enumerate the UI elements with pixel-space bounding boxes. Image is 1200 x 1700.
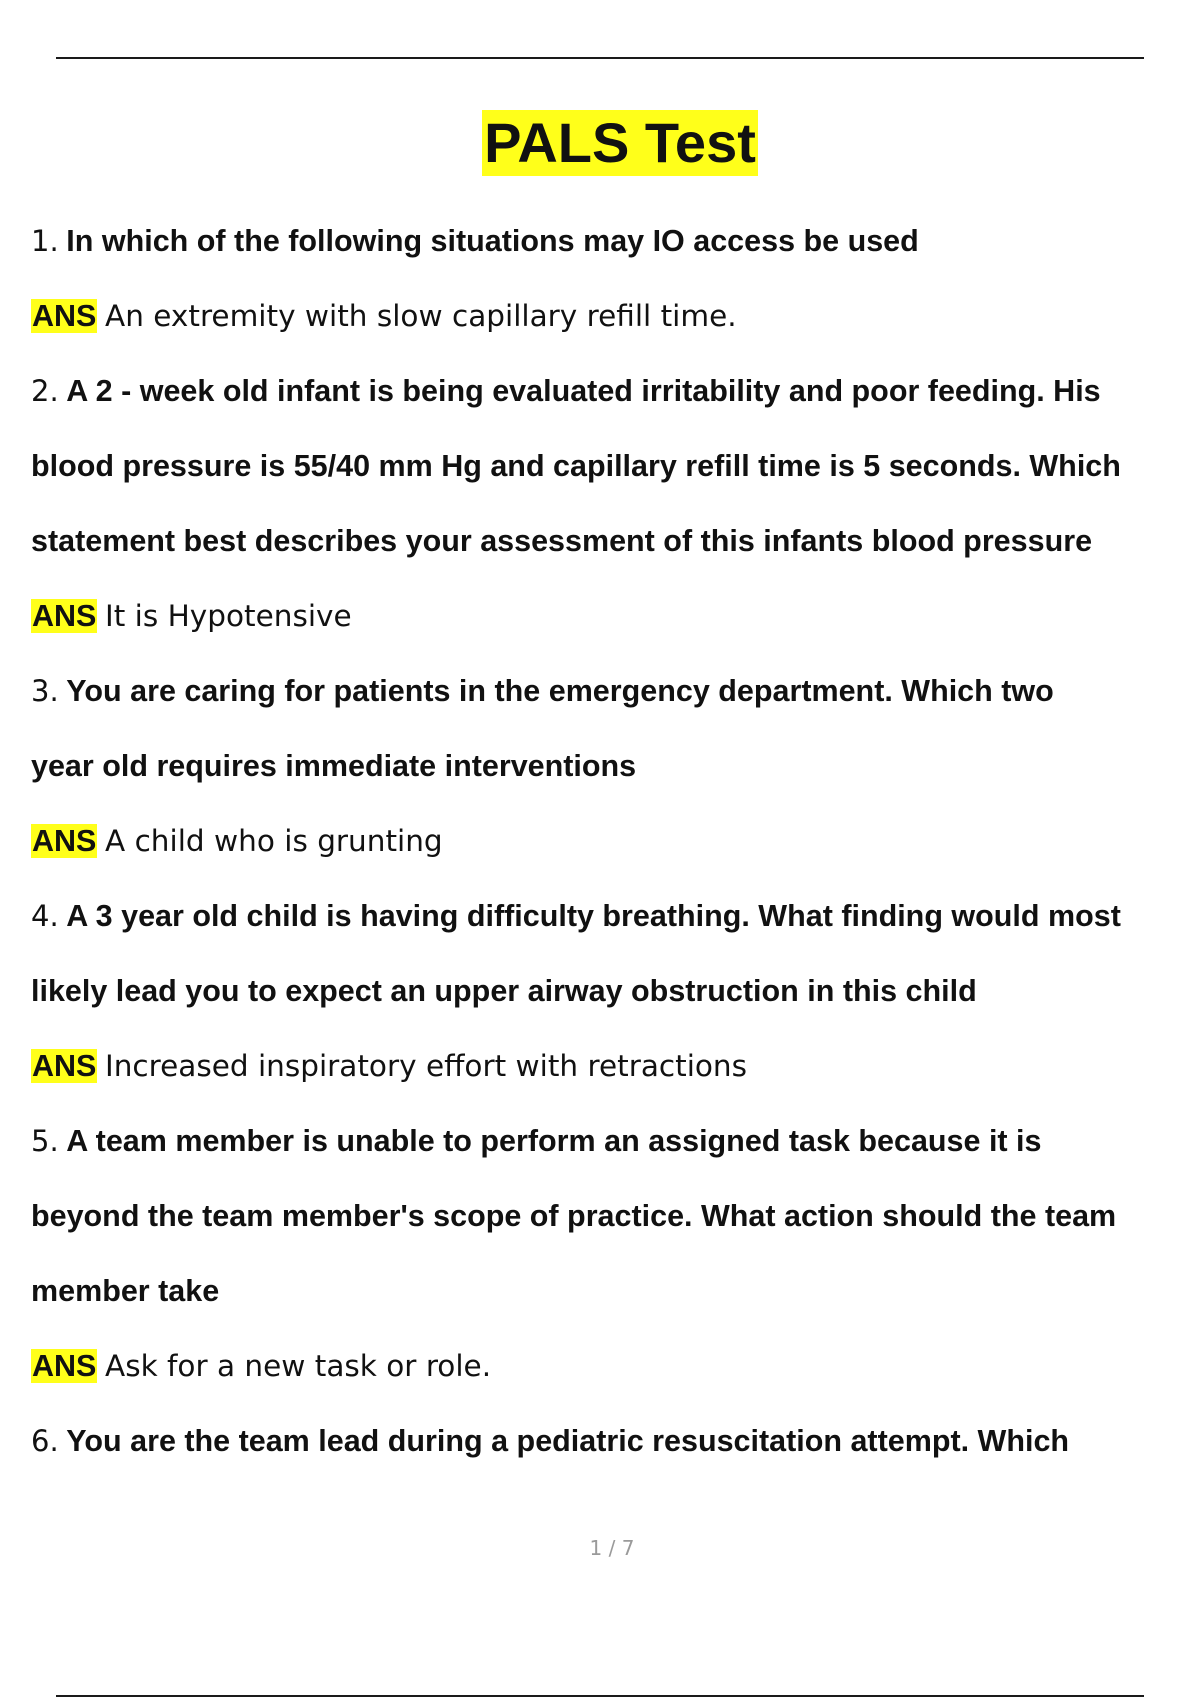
page-number: 1 / 7 <box>589 1536 635 1560</box>
question-number: 5. <box>31 1124 59 1158</box>
question-text: You are the team lead during a pediatric resuscitation attempt. Which <box>66 1424 1070 1458</box>
top-rule <box>56 57 1144 59</box>
ans-label: ANS <box>32 824 97 858</box>
page-title: PALS Test <box>484 111 756 174</box>
question-text: statement best describes your assessment of this infants blood pressure <box>31 524 1093 558</box>
question-2-line-3 <box>31 504 1181 579</box>
question-2 <box>31 354 1181 429</box>
question-3-line-2 <box>31 729 1181 804</box>
answer-text: Ask for a new task or role. <box>105 1349 492 1383</box>
ans-label: ANS <box>32 299 97 333</box>
answer-text: Increased inspiratory effort with retractions <box>105 1049 748 1083</box>
question-2-line-2 <box>31 429 1181 504</box>
question-4-line-2 <box>31 954 1181 1029</box>
question-text: member take <box>31 1274 220 1308</box>
ans-label: ANS <box>32 599 97 633</box>
question-text: beyond the team member's scope of practice. What action should the team <box>31 1199 1117 1233</box>
question-4 <box>31 879 1181 954</box>
question-number: 3. <box>31 674 59 708</box>
ans-label: ANS <box>32 1349 97 1383</box>
question-1 <box>31 204 1181 279</box>
question-number: 1. <box>31 224 59 258</box>
answer-5 <box>31 1329 1181 1404</box>
question-text: A 3 year old child is having difficulty breathing. What finding would most <box>66 899 1121 933</box>
title-container <box>0 110 1200 176</box>
question-text: blood pressure is 55/40 mm Hg and capillary refill time is 5 seconds. Which <box>31 449 1121 483</box>
ans-label: ANS <box>32 1049 97 1083</box>
question-text: likely lead you to expect an upper airway obstruction in this child <box>31 974 977 1008</box>
answer-2 <box>31 579 1181 654</box>
question-number: 4. <box>31 899 59 933</box>
question-text: In which of the following situations may IO access be used <box>66 224 919 258</box>
question-5-line-2 <box>31 1179 1181 1254</box>
answer-3 <box>31 804 1181 879</box>
question-5 <box>31 1104 1181 1179</box>
question-text: A team member is unable to perform an assigned task because it is <box>66 1124 1042 1158</box>
answer-text: A child who is grunting <box>105 824 443 858</box>
question-5-line-3 <box>31 1254 1181 1329</box>
question-text: year old requires immediate interventions <box>31 749 637 783</box>
question-6 <box>31 1404 1181 1479</box>
question-number: 2. <box>31 374 59 408</box>
question-list <box>31 204 1181 1479</box>
answer-4 <box>31 1029 1181 1104</box>
question-number: 6. <box>31 1424 59 1458</box>
question-text: You are caring for patients in the emergency department. Which two <box>66 674 1054 708</box>
question-text: A 2 - week old infant is being evaluated irritability and poor feeding. His <box>66 374 1101 408</box>
answer-text: An extremity with slow capillary refill time. <box>105 299 737 333</box>
answer-text: It is Hypotensive <box>105 599 352 633</box>
bottom-rule <box>56 1695 1144 1697</box>
answer-1 <box>31 279 1181 354</box>
question-3 <box>31 654 1181 729</box>
